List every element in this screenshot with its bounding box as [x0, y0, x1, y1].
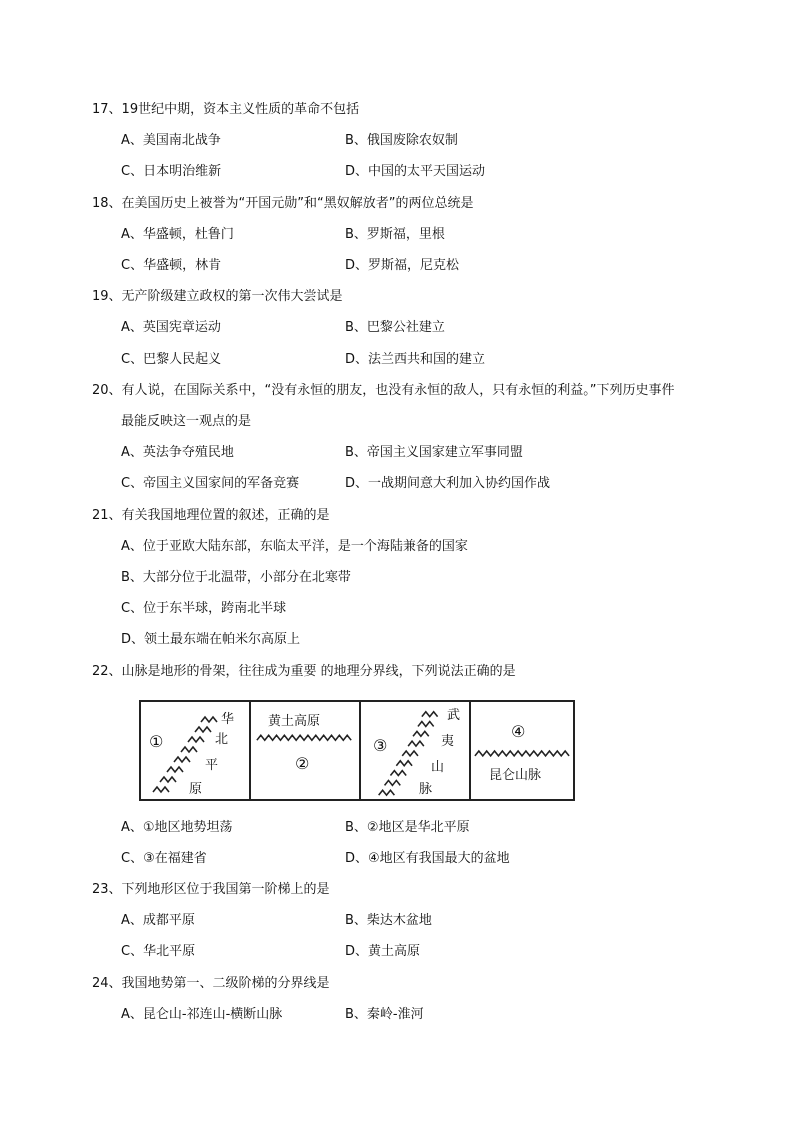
panel-1-label-char-4: 原 [189, 782, 203, 797]
question-23-option-d: D、黄土高原 [345, 944, 421, 959]
panel-1-label-char-1: 华 [221, 712, 235, 727]
figure-panel-4 [469, 702, 573, 799]
question-20-stem: 20、有人说，在国际关系中，“没有永恒的朋友，也没有永恒的敌人，只有永恒的利益。”下列历史事件 [92, 383, 675, 398]
panel-3-label-char-4: 脉 [419, 782, 433, 797]
figure-panel-2 [249, 702, 359, 799]
question-24-stem: 24、我国地势第一、二级阶梯的分界线是 [92, 976, 330, 991]
panel-3-label-char-2: 夷 [441, 734, 455, 749]
question-19-option-c: C、巴黎人民起义 [121, 352, 222, 367]
terrain-figure [139, 700, 575, 801]
panel-2-number: ② [295, 754, 310, 773]
question-22-option-a: A、①地区地势坦荡 [121, 820, 233, 835]
question-20-option-a: A、英法争夺殖民地 [121, 445, 234, 460]
figure-panel-3 [359, 702, 469, 799]
panel-1-label-char-3: 平 [205, 758, 219, 773]
question-22-stem: 22、山脉是地形的骨架，往往成为重要 的地理分界线，下列说法正确的是 [92, 664, 516, 679]
question-17-option-a: A、美国南北战争 [121, 133, 221, 148]
panel-4-number: ④ [511, 722, 526, 741]
question-19-option-b: B、巴黎公社建立 [345, 320, 445, 335]
mountain-ridge-icon [471, 702, 573, 799]
question-21-option-a: A、位于亚欧大陆东部，东临太平洋，是一个海陆兼备的国家 [121, 539, 468, 554]
panel-1-label-char-2: 北 [215, 732, 229, 747]
question-24-option-a: A、昆仑山-祁连山-横断山脉 [121, 1007, 283, 1022]
question-19-option-a: A、英国宪章运动 [121, 320, 221, 335]
panel-2-label: 黄土高原 [268, 714, 321, 729]
panel-3-number: ③ [373, 736, 388, 755]
question-21-option-d: D、领土最东端在帕米尔高原上 [121, 632, 301, 647]
question-24-option-b: B、秦岭-淮河 [345, 1007, 424, 1022]
question-23-option-a: A、成都平原 [121, 913, 195, 928]
question-22-option-b: B、②地区是华北平原 [345, 820, 470, 835]
question-22-option-c: C、③在福建省 [121, 851, 207, 866]
figure-panel-1 [141, 702, 249, 799]
question-19-stem: 19、无产阶级建立政权的第一次伟大尝试是 [92, 289, 343, 304]
question-20-stem-continued: 最能反映这一观点的是 [121, 414, 252, 429]
question-23-option-b: B、柴达木盆地 [345, 913, 432, 928]
question-18-option-c: C、华盛顿，林肯 [121, 258, 222, 273]
panel-1-number: ① [149, 732, 164, 751]
question-19-option-d: D、法兰西共和国的建立 [345, 352, 486, 367]
question-20-option-c: C、帝国主义国家间的军备竞赛 [121, 476, 300, 491]
question-23-stem: 23、下列地形区位于我国第一阶梯上的是 [92, 882, 330, 897]
question-17-stem: 17、19世纪中期，资本主义性质的革命不包括 [92, 102, 360, 117]
question-18-option-b: B、罗斯福，里根 [345, 227, 445, 242]
question-23-option-c: C、华北平原 [121, 944, 196, 959]
panel-3-label-char-3: 山 [431, 760, 445, 775]
panel-4-label: 昆仑山脉 [489, 768, 542, 783]
question-22-option-d: D、④地区有我国最大的盆地 [345, 851, 510, 866]
question-21-option-c: C、位于东半球，跨南北半球 [121, 601, 287, 616]
question-21-stem: 21、有关我国地理位置的叙述，正确的是 [92, 508, 330, 523]
question-17-option-d: D、中国的太平天国运动 [345, 164, 486, 179]
question-21-option-b: B、大部分位于北温带，小部分在北寒带 [121, 570, 351, 585]
question-18-option-d: D、罗斯福，尼克松 [345, 258, 460, 273]
question-18-option-a: A、华盛顿，杜鲁门 [121, 227, 234, 242]
question-20-option-d: D、一战期间意大利加入协约国作战 [345, 476, 551, 491]
question-17-option-c: C、日本明治维新 [121, 164, 222, 179]
question-17-option-b: B、俄国废除农奴制 [345, 133, 458, 148]
panel-3-label-char-1: 武 [447, 708, 461, 723]
question-18-stem: 18、在美国历史上被誉为“开国元勋”和“黑奴解放者”的两位总统是 [92, 196, 474, 211]
question-20-option-b: B、帝国主义国家建立军事同盟 [345, 445, 523, 460]
